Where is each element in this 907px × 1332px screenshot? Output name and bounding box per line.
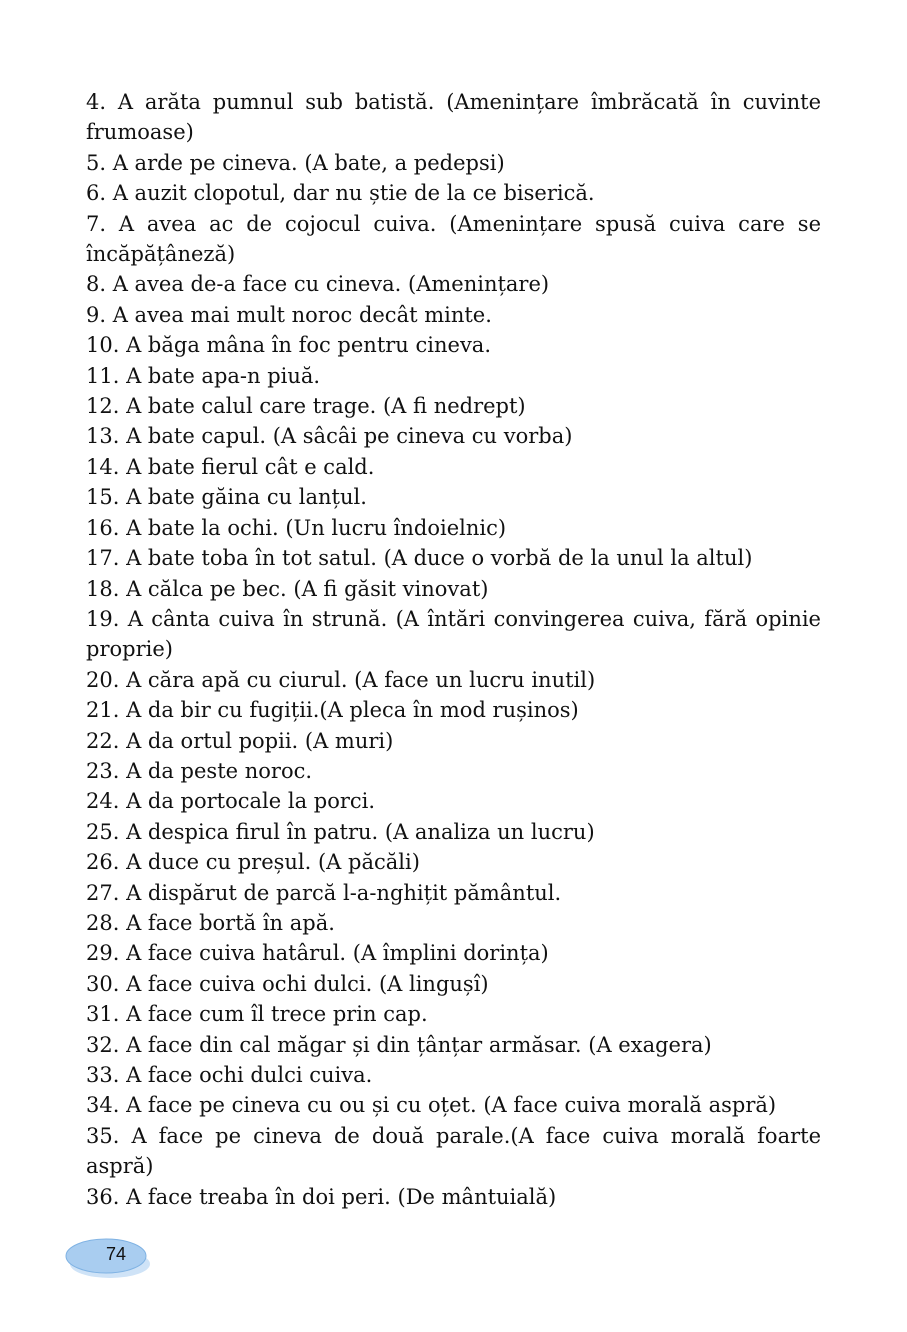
- list-item: 27. A dispărut de parcă l-a-nghițit pământul.: [86, 880, 562, 905]
- list-item: 10. A băga mâna în foc pentru cineva.: [86, 333, 491, 358]
- list-item: 36. A face treaba în doi peri. (De mântuială): [86, 1184, 557, 1209]
- list-item: 17. A bate toba în tot satul. (A duce o vorbă de la unul la altul): [86, 546, 753, 571]
- list-item: 29. A face cuiva hatârul. (A împlini dorința): [86, 941, 549, 966]
- list-item: 25. A despica firul în patru. (A analiza un lucru): [86, 819, 595, 844]
- list-item: 19. A cânta cuiva în strună. (A întări convingerea cuiva, fără opinie proprie): [86, 606, 821, 662]
- list-item: 9. A avea mai mult noroc decât minte.: [86, 302, 492, 327]
- list-item: 21. A da bir cu fugiții.(A pleca în mod rușinos): [86, 698, 579, 723]
- list-item: 26. A duce cu preșul. (A păcăli): [86, 850, 420, 875]
- list-item: 22. A da ortul popii. (A muri): [86, 728, 394, 753]
- list-item: 7. A avea ac de cojocul cuiva. (Amenințare spusă cuiva care se încăpățâneză): [86, 211, 821, 267]
- list-item: 13. A bate capul. (A sâcâi pe cineva cu vorba): [86, 424, 573, 449]
- list-item: 18. A călca pe bec. (A fi găsit vinovat): [86, 576, 489, 601]
- list-item: 32. A face din cal măgar și din țânțar armăsar. (A exagera): [86, 1032, 712, 1057]
- list-item: 4. A arăta pumnul sub batistă. (Amenințare îmbrăcată în cuvinte frumoase): [86, 90, 821, 145]
- list-item: 23. A da peste noroc.: [86, 758, 313, 783]
- list-item: 6. A auzit clopotul, dar nu știe de la ce biserică.: [86, 181, 595, 206]
- list-item: 15. A bate găina cu lanțul.: [86, 485, 367, 510]
- list-item: 31. A face cum îl trece prin cap.: [86, 1002, 428, 1027]
- list-item: 5. A arde pe cineva. (A bate, a pedepsi): [86, 150, 505, 175]
- list-item: 8. A avea de-a face cu cineva. (Amenințare): [86, 272, 550, 297]
- list-item: 34. A face pe cineva cu ou și cu oțet. (A face cuiva morală aspră): [86, 1093, 777, 1118]
- list-item: 11. A bate apa-n piuă.: [86, 363, 321, 388]
- page-number: 74: [105, 1244, 127, 1264]
- list-item: 20. A căra apă cu ciurul. (A face un lucru inutil): [86, 667, 596, 692]
- list-item: 28. A face bortă în apă.: [86, 910, 335, 935]
- list-item: 14. A bate fierul cât e cald.: [86, 454, 375, 479]
- list-item: 30. A face cuiva ochi dulci. (A lingușî): [86, 971, 489, 996]
- page-number-badge: [64, 1236, 154, 1282]
- list-item: 12. A bate calul care trage. (A fi nedrept): [86, 394, 526, 419]
- idiom-list: [86, 87, 821, 1212]
- list-item: 33. A face ochi dulci cuiva.: [86, 1063, 373, 1087]
- list-item: 16. A bate la ochi. (Un lucru îndoielnic): [86, 515, 507, 540]
- list-item: 35. A face pe cineva de două parale.(A face cuiva morală foarte aspră): [86, 1123, 821, 1179]
- list-item: 24. A da portocale la porci.: [86, 789, 376, 814]
